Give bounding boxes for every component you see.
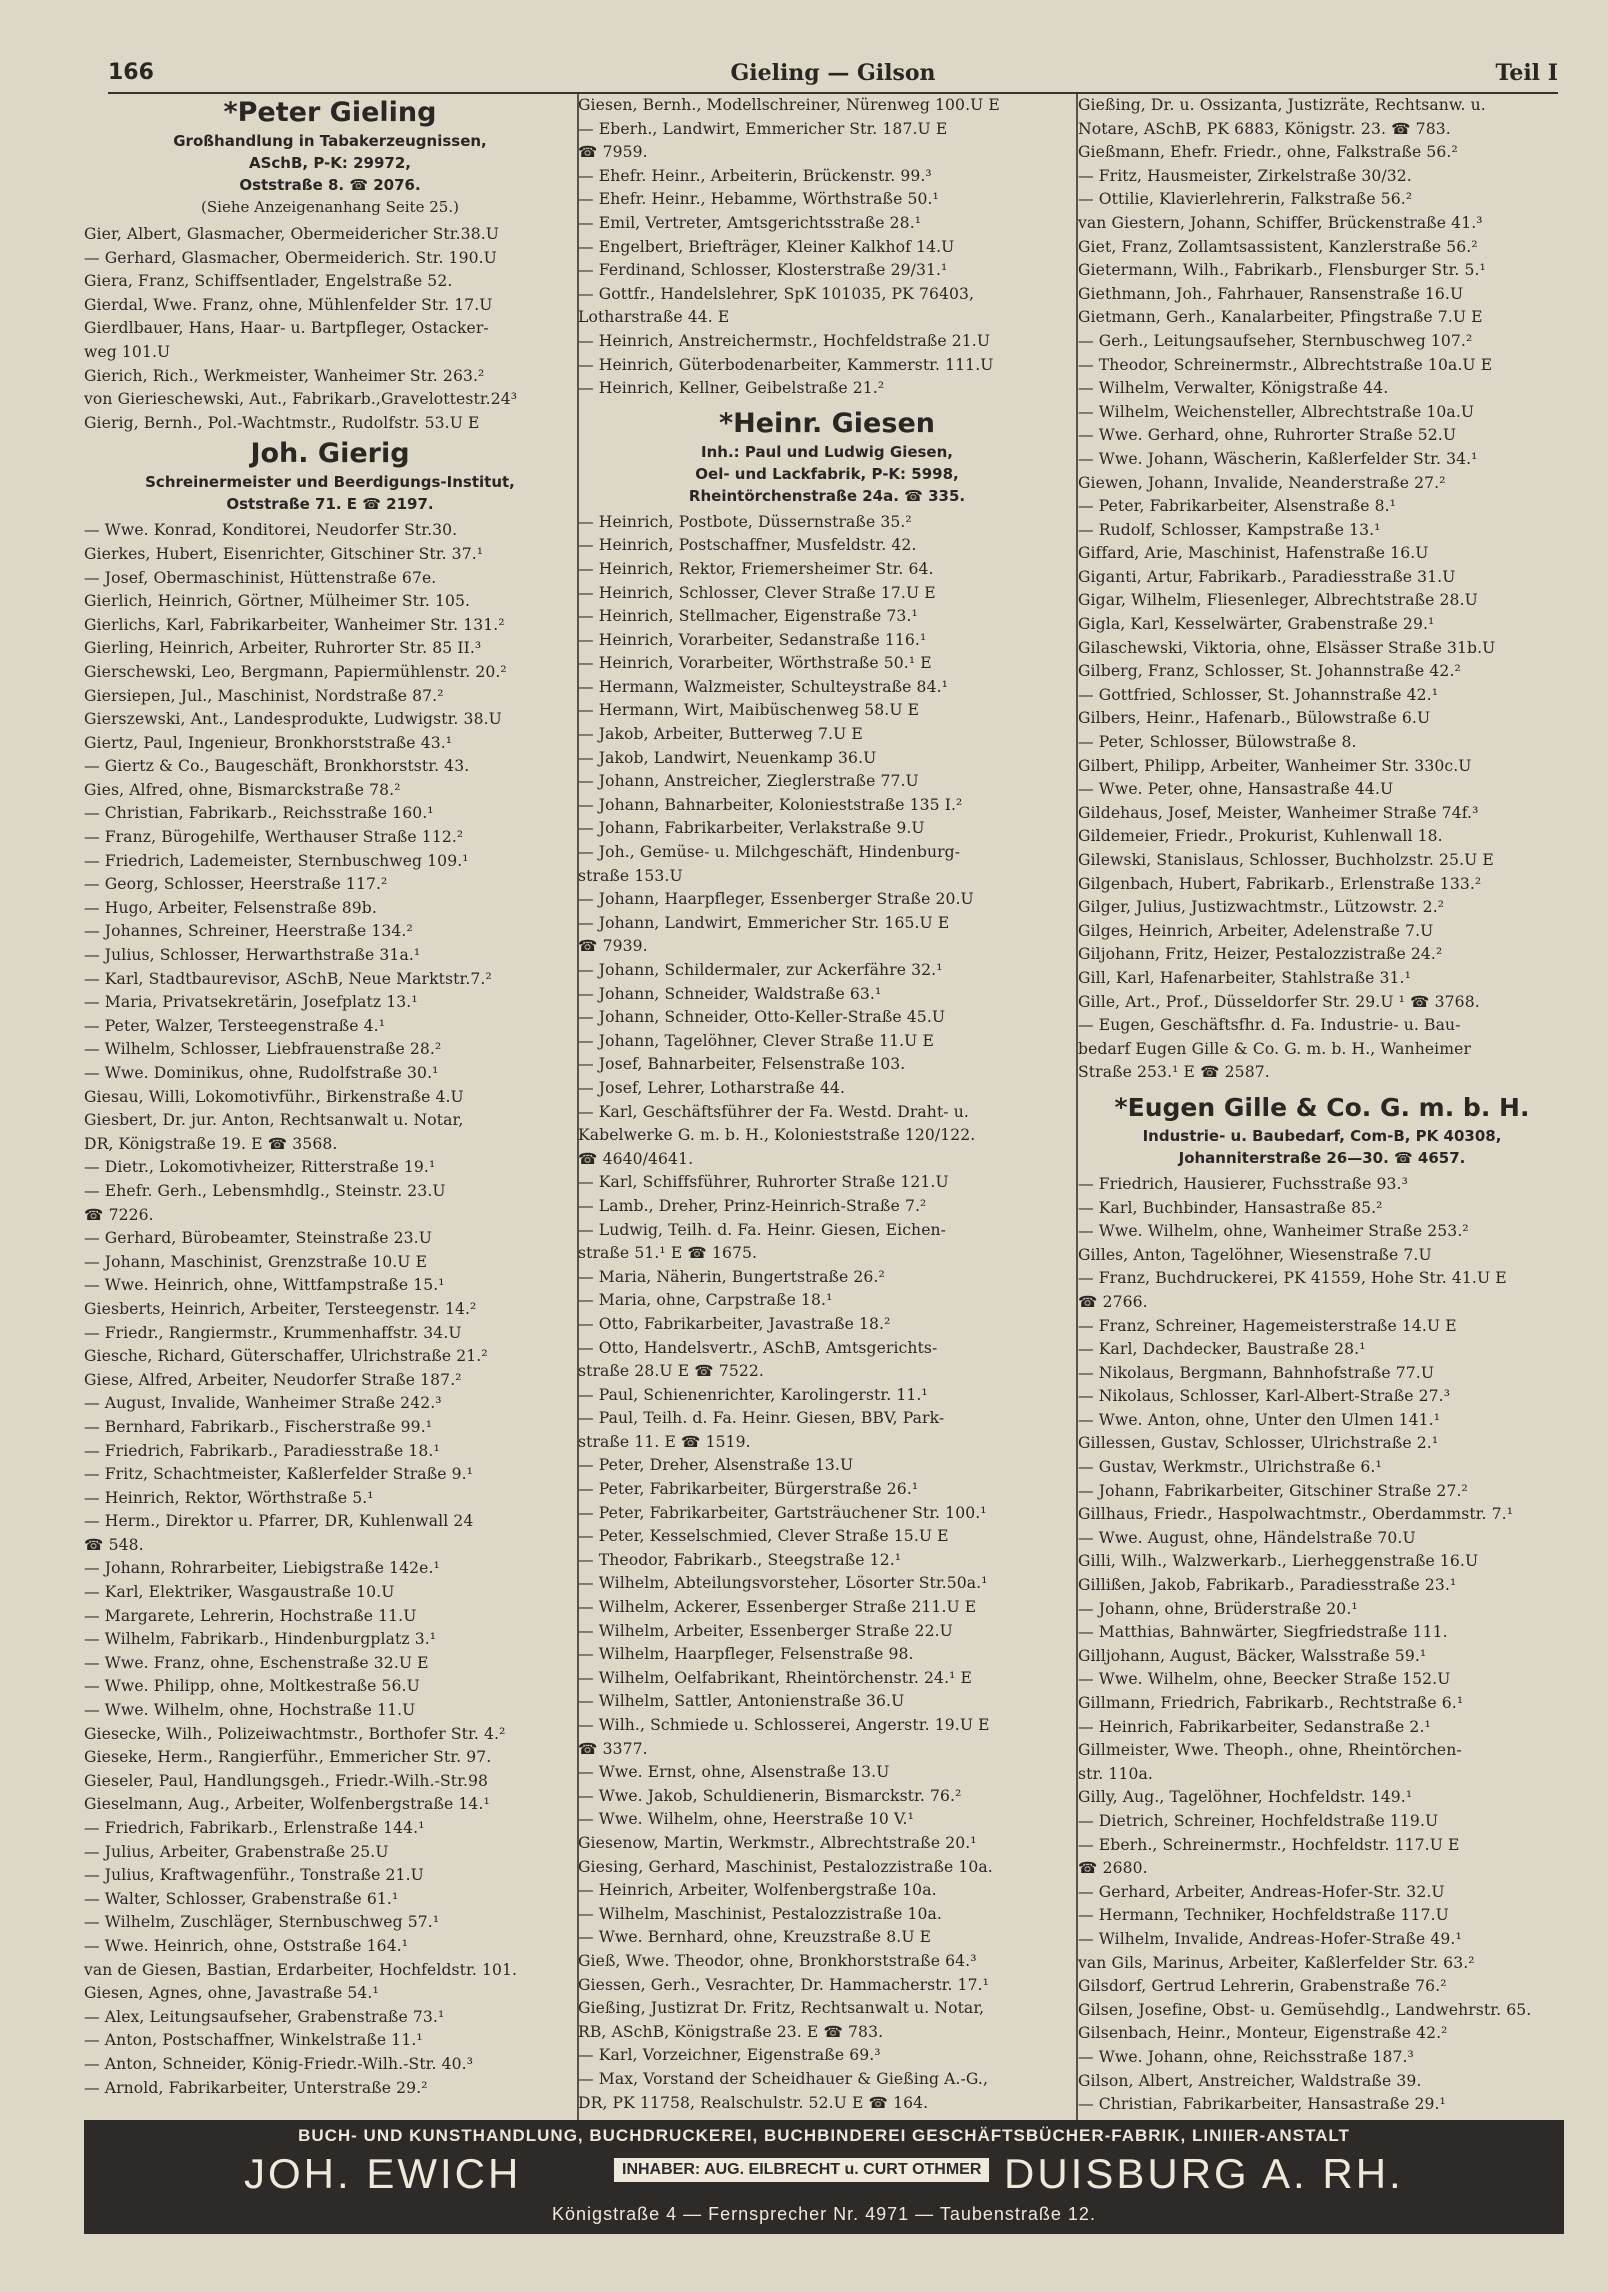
directory-entry: Gietermann, Wilh., Fabrikarb., Flensburger Str. 5.¹: [1078, 261, 1486, 280]
directory-entry: — Fritz, Schachtmeister, Kaßlerfelder Straße 9.¹: [84, 1465, 474, 1484]
directory-entry: Giffard, Arie, Maschinist, Hafenstraße 16.U: [1078, 544, 1429, 563]
directory-entry: — Julius, Schlosser, Herwarthstraße 31a.¹: [84, 946, 421, 965]
directory-entry: — Hugo, Arbeiter, Felsenstraße 89b.: [84, 898, 377, 917]
directory-entry: Giesau, Willi, Lokomotivführ., Birkenstraße 4.U: [84, 1087, 464, 1106]
advertisement-eugen-gille: [1078, 1085, 1566, 1173]
directory-entry: ☎ 2766.: [1078, 1292, 1148, 1311]
directory-entry: Gillißen, Jakob, Fabrikarb., Paradiesstraße 23.¹: [1078, 1576, 1457, 1595]
page-header: [108, 58, 1558, 94]
directory-entry: Gilljohann, August, Bäcker, Walsstraße 59.¹: [1078, 1646, 1427, 1665]
directory-entry: — Gerhard, Arbeiter, Andreas-Hofer-Str. 32.U: [1078, 1882, 1445, 1901]
directory-entry: — Wilhelm, Oelfabrikant, Rheintörchenstr. 24.¹ E: [578, 1668, 973, 1687]
directory-entry: Gilly, Aug., Tagelöhner, Hochfeldstr. 149.¹: [1078, 1788, 1413, 1807]
directory-entry: — Peter, Walzer, Tersteegenstraße 4.¹: [84, 1016, 386, 1035]
directory-entry: — Johann, ohne, Brüderstraße 20.¹: [1078, 1599, 1358, 1618]
directory-entry: Giet, Franz, Zollamtsassistent, Kanzlerstraße 56.²: [1078, 237, 1478, 256]
directory-entry: ☎ 7939.: [578, 937, 648, 956]
directory-entry: straße 11. E ☎ 1519.: [578, 1432, 751, 1451]
directory-entry: — Friedr., Rangiermstr., Krummenhaffstr. 34.U: [84, 1323, 462, 1342]
directory-entry: — Ludwig, Teilh. d. Fa. Heinr. Giesen, Eichen-: [578, 1220, 947, 1239]
directory-entry: — Johann, Rohrarbeiter, Liebigstraße 142e.¹: [84, 1559, 440, 1578]
directory-entry: Giewen, Johann, Invalide, Neanderstraße 27.²: [1078, 473, 1446, 492]
directory-entry: Gilbers, Heinr., Hafenarb., Bülowstraße 6.U: [1078, 709, 1431, 728]
directory-entry: Gildemeier, Friedr., Prokurist, Kuhlenwall 18.: [1078, 827, 1443, 846]
column-3: [1078, 94, 1566, 2117]
directory-entry: — Giertz & Co., Baugeschäft, Bronkhorststr. 43.: [84, 757, 470, 776]
directory-entry: ☎ 7959.: [578, 143, 648, 162]
directory-entry: von Gierieschewski, Aut., Fabrikarb.,Gravelottestr.24³: [84, 390, 518, 409]
directory-entry: — Hermann, Techniker, Hochfeldstraße 117.U: [1078, 1906, 1449, 1925]
directory-entry: Gilaschewski, Viktoria, ohne, Elsässer Straße 31b.U: [1078, 638, 1496, 657]
directory-entry: — Peter, Kesselschmied, Clever Straße 15.U E: [578, 1527, 949, 1546]
directory-entry: — Heinrich, Fabrikarbeiter, Sedanstraße 2.¹: [1078, 1717, 1431, 1736]
directory-entry: — Wwe. Johann, ohne, Reichsstraße 187.³: [1078, 2047, 1414, 2066]
directory-entry: — Anton, Schneider, König-Friedr.-Wilh.-Str. 40.³: [84, 2054, 474, 2073]
directory-entry: — Herm., Direktor u. Pfarrer, DR, Kuhlenwall 24: [84, 1512, 474, 1531]
directory-entry: — Paul, Teilh. d. Fa. Heinr. Giesen, BBV, Park-: [578, 1409, 945, 1428]
directory-entry: — Wilh., Schmiede u. Schlosserei, Angerstr. 19.U E: [578, 1716, 990, 1734]
ad-line: Oel- und Lackfabrik, P-K: 5998,: [695, 464, 959, 483]
directory-entry: Giesenow, Martin, Werkmstr., Albrechtstraße 20.¹: [578, 1833, 977, 1852]
directory-entry: Giese, Alfred, Arbeiter, Neudorfer Straße 187.²: [84, 1370, 462, 1389]
directory-entry: Giesing, Gerhard, Maschinist, Pestalozzistraße 10a.: [578, 1857, 993, 1876]
directory-entry: Gigar, Wilhelm, Fliesenleger, Albrechtstraße 28.U: [1078, 591, 1478, 610]
directory-entry: — Wilhelm, Invalide, Andreas-Hofer-Straße 49.¹: [1078, 1929, 1462, 1948]
directory-entry: Gilson, Albert, Anstreicher, Waldstraße 39.: [1078, 2071, 1422, 2090]
directory-entry: — Wwe. Dominikus, ohne, Rudolfstraße 30.¹: [84, 1064, 439, 1082]
directory-entry: — Heinrich, Stellmacher, Eigenstraße 73.¹: [578, 607, 918, 626]
directory-entry: — Nikolaus, Bergmann, Bahnhofstraße 77.U: [1078, 1363, 1435, 1382]
banner-city: DUISBURG A. RH.: [1004, 2150, 1404, 2197]
directory-entry: — Ferdinand, Schlosser, Klosterstraße 29/31.¹: [578, 261, 948, 280]
directory-entry: Giesen, Agnes, ohne, Javastraße 54.¹: [84, 1984, 379, 2003]
directory-entry: — Gerhard, Bürobeamter, Steinstraße 23.U: [84, 1229, 432, 1248]
directory-entry: — Maria, ohne, Carpstraße 18.¹: [578, 1291, 833, 1310]
directory-entry: — Karl, Stadtbaurevisor, ASchB, Neue Marktstr.7.²: [84, 969, 492, 988]
ad-note: (Siehe Anzeigenanhang Seite 25.): [201, 198, 459, 216]
directory-entry: Gillmann, Friedrich, Fabrikarb., Rechtstraße 6.¹: [1078, 1694, 1464, 1712]
directory-entry: — Wilhelm, Weichensteller, Albrechtstraße 10a.U: [1078, 402, 1475, 421]
ad-name: Joh. Gierig: [250, 438, 410, 470]
column-2: [578, 94, 1076, 2115]
advertisement-joh-gierig: [84, 435, 576, 519]
directory-entry: — Wilhelm, Fabrikarb., Hindenburgplatz 3.¹: [84, 1630, 437, 1649]
directory-entry: Kabelwerke G. m. b. H., Kolonieststraße 120/122.: [578, 1126, 976, 1145]
column-1: [84, 94, 576, 2100]
directory-entry: — Heinrich, Kellner, Geibelstraße 21.²: [578, 379, 885, 398]
directory-entry: straße 28.U E ☎ 7522.: [578, 1362, 764, 1381]
directory-entry: Gilgenbach, Hubert, Fabrikarb., Erlenstraße 133.²: [1078, 874, 1482, 893]
directory-entry: — Heinrich, Vorarbeiter, Sedanstraße 116.¹: [578, 630, 927, 649]
directory-entry: — Ehefr. Gerh., Lebensmhdlg., Steinstr. 23.U: [84, 1181, 446, 1200]
directory-entry: — Dietrich, Schreiner, Hochfeldstraße 119.U: [1078, 1811, 1439, 1830]
directory-entry: — Johann, Schneider, Waldstraße 63.¹: [578, 984, 882, 1003]
directory-entry: straße 153.U: [578, 866, 683, 885]
directory-entry: — Wwe. Philipp, ohne, Moltkestraße 56.U: [84, 1677, 420, 1696]
directory-entry: — Franz, Bürogehilfe, Werthauser Straße 112.²: [84, 828, 464, 847]
directory-entry: Gilberg, Franz, Schlosser, St. Johannstraße 42.²: [1078, 662, 1461, 681]
directory-entry: — Wwe. Bernhard, ohne, Kreuzstraße 8.U E: [578, 1928, 932, 1947]
directory-entry: — Wwe. Heinrich, ohne, Wittfampstraße 15.¹: [84, 1276, 445, 1295]
directory-entry: — Otto, Fabrikarbeiter, Javastraße 18.²: [578, 1314, 891, 1333]
directory-entry: — Wilhelm, Maschinist, Pestalozzistraße 10a.: [578, 1904, 942, 1923]
ad-name: *Peter Gieling: [223, 97, 437, 128]
directory-entry: — Walter, Schlosser, Grabenstraße 61.¹: [84, 1889, 399, 1908]
directory-entry: — Karl, Buchbinder, Hansastraße 85.²: [1078, 1198, 1383, 1217]
directory-entry: — Nikolaus, Schlosser, Karl-Albert-Straße 27.³: [1078, 1387, 1451, 1406]
directory-entry: str. 110a.: [1078, 1764, 1153, 1783]
directory-entry: — Margarete, Lehrerin, Hochstraße 11.U: [84, 1606, 417, 1625]
directory-entry: — Karl, Geschäftsführer der Fa. Westd. Draht- u.: [578, 1102, 969, 1121]
ad-line: Johanniterstraße 26—30. ☎ 4657.: [1178, 1148, 1466, 1167]
directory-entry: DR, Königstraße 19. E ☎ 3568.: [84, 1134, 338, 1153]
banner-main-line: [84, 2150, 1564, 2200]
advertisement-heinr-giesen: [578, 401, 1076, 511]
directory-entry: — Karl, Schiffsführer, Ruhrorter Straße 121.U: [578, 1173, 949, 1192]
directory-entry: — Wwe. Gerhard, ohne, Ruhrorter Straße 52.U: [1078, 426, 1457, 445]
directory-entry: — Franz, Schreiner, Hagemeisterstraße 14.U E: [1078, 1316, 1457, 1335]
directory-entry: Lotharstraße 44. E: [578, 308, 730, 327]
directory-entry: Gillhaus, Friedr., Haspolwachtmstr., Oberdammstr. 7.¹: [1078, 1505, 1514, 1524]
directory-entry: — Friedrich, Fabrikarb., Erlenstraße 144.¹: [84, 1819, 425, 1837]
directory-entry: Gieseler, Paul, Handlungsgeh., Friedr.-Wilh.-Str.98: [84, 1771, 489, 1790]
ad-line: Inh.: Paul und Ludwig Giesen,: [701, 442, 953, 461]
directory-entry: — Fritz, Hausmeister, Zirkelstraße 30/32.: [1078, 166, 1412, 185]
page-part: Teil I: [1495, 60, 1558, 86]
directory-entry: — Johann, Fabrikarbeiter, Verlakstraße 9.U: [578, 819, 925, 838]
directory-entry: Gilger, Julius, Justizwachtmstr., Lützowstr. 2.²: [1078, 898, 1445, 917]
directory-entry: — Wilhelm, Schlosser, Liebfrauenstraße 28.²: [84, 1040, 442, 1059]
directory-entry: — Gottfried, Schlosser, St. Johannstraße 42.¹: [1078, 685, 1439, 704]
directory-entry: Gierling, Heinrich, Arbeiter, Ruhrorter Str. 85 II.³: [84, 639, 482, 658]
directory-entry: — Johann, Fabrikarbeiter, Gitschiner Straße 27.²: [1078, 1481, 1468, 1500]
directory-entry: — Peter, Dreher, Alsenstraße 13.U: [578, 1456, 854, 1475]
directory-entry: Gies, Alfred, ohne, Bismarckstraße 78.²: [84, 780, 401, 799]
directory-entry: — Heinrich, Schlosser, Clever Straße 17.U E: [578, 583, 936, 602]
directory-entry: — Wilhelm, Verwalter, Königstraße 44.: [1078, 379, 1389, 398]
directory-entry: RB, ASchB, Königstraße 23. E ☎ 783.: [578, 2022, 884, 2041]
directory-entry: Gille, Art., Prof., Düsseldorfer Str. 29.U ¹ ☎ 3768.: [1078, 992, 1480, 1011]
directory-entry: Gill, Karl, Hafenarbeiter, Stahlstraße 31.¹: [1078, 968, 1411, 987]
directory-entry: — Wilhelm, Ackerer, Essenberger Straße 211.U E: [578, 1598, 977, 1617]
directory-entry: Gierig, Bernh., Pol.-Wachtmstr., Rudolfstr. 53.U E: [84, 413, 480, 432]
directory-entry: — Karl, Elektriker, Wasgaustraße 10.U: [84, 1583, 395, 1602]
directory-entry: — Wwe. Wilhelm, ohne, Heerstraße 10 V.¹: [578, 1810, 914, 1829]
directory-entry: ☎ 2680.: [1078, 1859, 1148, 1878]
directory-entry: — Peter, Fabrikarbeiter, Alsenstraße 8.¹: [1078, 497, 1397, 516]
directory-entry: — Christian, Fabrikarbeiter, Hansastraße 29.¹: [1078, 2095, 1446, 2114]
directory-entry: van de Giesen, Bastian, Erdarbeiter, Hochfeldstr. 101.: [84, 1960, 518, 1979]
directory-entry: — Dietr., Lokomotivheizer, Ritterstraße 19.¹: [84, 1158, 436, 1177]
directory-entry: — Johann, Maschinist, Grenzstraße 10.U E: [84, 1252, 428, 1271]
directory-entry: — Josef, Obermaschinist, Hüttenstraße 67e.: [84, 568, 437, 587]
directory-entry: — Josef, Bahnarbeiter, Felsenstraße 103.: [578, 1055, 906, 1074]
directory-entry: — Ehefr. Heinr., Hebamme, Wörthstraße 50.¹: [578, 190, 939, 209]
directory-entry: Gierkes, Hubert, Eisenrichter, Gitschiner Str. 37.¹: [84, 544, 484, 563]
directory-entry: — Bernhard, Fabrikarb., Fischerstraße 99.¹: [84, 1417, 433, 1436]
directory-entry: — Alex, Leitungsaufseher, Grabenstraße 73.¹: [84, 2007, 445, 2026]
directory-entry: Gierdal, Wwe. Franz, ohne, Mühlenfelder Str. 17.U: [84, 295, 493, 314]
directory-entry: — Wwe. Johann, Wäscherin, Kaßlerfelder Str. 34.¹: [1078, 449, 1478, 468]
directory-entry: Giesen, Bernh., Modellschreiner, Nürenweg 100.U E: [578, 96, 1000, 114]
directory-entry: — Max, Vorstand der Scheidhauer & Gießing A.-G.,: [578, 2069, 989, 2088]
directory-entry: — Heinrich, Postbote, Düssernstraße 35.²: [578, 512, 912, 531]
directory-entry: Gigla, Karl, Kesselwärter, Grabenstraße 29.¹: [1078, 615, 1435, 634]
directory-entry: — Lamb., Dreher, Prinz-Heinrich-Straße 7.²: [578, 1196, 927, 1215]
directory-entry: — Heinrich, Vorarbeiter, Wörthstraße 50.¹ E: [578, 654, 932, 673]
directory-entry: Gierschewski, Leo, Bergmann, Papiermühlenstr. 20.²: [84, 662, 507, 681]
directory-entry: — Heinrich, Rektor, Friemersheimer Str. 64.: [578, 559, 934, 578]
directory-entry: — Wwe. Franz, ohne, Eschenstraße 32.U E: [84, 1653, 429, 1672]
directory-entry: Giessen, Gerh., Vesrachter, Dr. Hammacherstr. 17.¹: [578, 1975, 990, 1994]
entry-list: [1078, 1173, 1566, 2117]
directory-entry: — Eberh., Schreinermstr., Hochfeldstr. 117.U E: [1078, 1835, 1460, 1854]
directory-entry: — Gottfr., Handelslehrer, SpK 101035, PK 76403,: [578, 284, 975, 303]
directory-entry: Giertz, Paul, Ingenieur, Bronkhorststraße 43.¹: [84, 733, 453, 752]
directory-entry: Gilewski, Stanislaus, Schlosser, Buchholzstr. 25.U E: [1078, 851, 1494, 869]
directory-entry: — Matthias, Bahnwärter, Siegfriedstraße 111.: [1078, 1623, 1448, 1642]
directory-entry: Notare, ASchB, PK 6883, Königstr. 23. ☎ 783.: [1078, 119, 1451, 138]
directory-entry: — Eberh., Landwirt, Emmericher Str. 187.U E: [578, 119, 948, 138]
footer-advertisement-banner: [84, 2120, 1564, 2234]
directory-entry: — Joh., Gemüse- u. Milchgeschäft, Hindenburg-: [578, 843, 961, 862]
directory-entry: — Wwe. Wilhelm, ohne, Wanheimer Straße 253.²: [1078, 1222, 1469, 1241]
entry-list: [578, 511, 1076, 2115]
directory-entry: — Wilhelm, Haarpfleger, Felsenstraße 98.: [578, 1645, 914, 1664]
directory-entry: Gieseke, Herm., Rangierführ., Emmericher Str. 97.: [84, 1748, 492, 1767]
directory-entry: Gilli, Wilh., Walzwerkarb., Lierheggenstraße 16.U: [1078, 1552, 1479, 1571]
directory-entry: — Heinrich, Arbeiter, Wolfenbergstraße 10a.: [578, 1881, 937, 1900]
directory-entry: — Ehefr. Heinr., Arbeiterin, Brückenstr. 99.³: [578, 166, 932, 185]
directory-entry: — Wwe. August, ohne, Händelstraße 70.U: [1078, 1528, 1416, 1547]
directory-entry: Gierich, Rich., Werkmeister, Wanheimer Str. 263.²: [84, 366, 485, 385]
banner-company: JOH. EWICH: [244, 2150, 522, 2197]
directory-entry: Gießmann, Ehefr. Friedr., ohne, Falkstraße 56.²: [1078, 143, 1458, 162]
directory-entry: — Wwe. Wilhelm, ohne, Hochstraße 11.U: [84, 1701, 416, 1720]
entry-list: [578, 94, 1076, 401]
directory-entry: — Wwe. Konrad, Konditorei, Neudorfer Str.30.: [84, 521, 458, 540]
directory-entry: — Theodor, Schreinermstr., Albrechtstraße 10a.U E: [1078, 355, 1493, 374]
directory-entry: — Peter, Schlosser, Bülowstraße 8.: [1078, 733, 1357, 752]
directory-entry: Gieß, Wwe. Theodor, ohne, Bronkhorststraße 64.³: [578, 1951, 977, 1970]
directory-entry: — Heinrich, Güterbodenarbeiter, Kammerstr. 111.U: [578, 355, 994, 374]
directory-entry: Gießing, Justizrat Dr. Fritz, Rechtsanwalt u. Notar,: [578, 1999, 985, 2018]
directory-entry: — Wwe. Peter, ohne, Hansastraße 44.U: [1078, 780, 1394, 799]
directory-entry: ☎ 7226.: [84, 1205, 154, 1224]
entry-list: [84, 519, 576, 2100]
directory-entry: Giesecke, Wilh., Polizeiwachtmstr., Borthofer Str. 4.²: [84, 1724, 506, 1743]
ad-name: *Eugen Gille & Co. G. m. b. H.: [1114, 1092, 1530, 1122]
directory-entry: — Maria, Privatsekretärin, Josefplatz 13.¹: [84, 993, 418, 1012]
directory-entry: — Wilhelm, Abteilungsvorsteher, Lösorter Str.50a.¹: [578, 1574, 988, 1593]
directory-entry: straße 51.¹ E ☎ 1675.: [578, 1244, 758, 1263]
directory-entry: Giethmann, Joh., Fahrhauer, Ransenstraße 16.U: [1078, 284, 1464, 303]
directory-entry: — Wwe. Anton, ohne, Unter den Ulmen 141.¹: [1078, 1410, 1441, 1429]
directory-entry: — Wwe. Heinrich, ohne, Oststraße 164.¹: [84, 1936, 409, 1955]
directory-entry: — Eugen, Geschäftsfhr. d. Fa. Industrie- u. Bau-: [1078, 1016, 1461, 1035]
directory-entry: — Jakob, Arbeiter, Butterweg 7.U E: [578, 725, 863, 744]
directory-entry: — Wwe. Jakob, Schuldienerin, Bismarckstr. 76.²: [578, 1786, 962, 1805]
directory-entry: Giesche, Richard, Güterschaffer, Ulrichstraße 21.²: [84, 1347, 488, 1366]
directory-entry: — Heinrich, Postschaffner, Musfeldstr. 42.: [578, 536, 917, 555]
directory-entry: Gillmeister, Wwe. Theoph., ohne, Rheintörchen-: [1078, 1741, 1462, 1760]
directory-entry: Giera, Franz, Schiffsentlader, Engelstraße 52.: [84, 272, 453, 291]
page-title: Gieling — Gilson: [730, 60, 936, 86]
directory-entry: Gießing, Dr. u. Ossizanta, Justizräte, Rechtsanw. u.: [1078, 96, 1486, 114]
directory-entry: Gietmann, Gerh., Kanalarbeiter, Pfingstraße 7.U E: [1078, 308, 1483, 327]
directory-entry: Gierszewski, Ant., Landesprodukte, Ludwigstr. 38.U: [84, 710, 502, 729]
directory-entry: Gierlich, Heinrich, Görtner, Mülheimer Str. 105.: [84, 592, 471, 611]
directory-entry: — Johann, Tagelöhner, Clever Straße 11.U E: [578, 1031, 934, 1050]
ad-line: Schreinermeister und Beerdigungs-Institut,: [145, 473, 515, 492]
directory-entry: ☎ 3377.: [578, 1739, 648, 1758]
directory-entry: Gilsen, Josefine, Obst- u. Gemüsehdlg., Landwehrstr. 65.: [1078, 2000, 1532, 2019]
directory-entry: — Maria, Näherin, Bungertstraße 26.²: [578, 1267, 885, 1286]
directory-entry: ☎ 548.: [84, 1535, 144, 1554]
directory-entry: — Christian, Fabrikarb., Reichsstraße 160.¹: [84, 804, 434, 823]
directory-entry: — Hermann, Walzmeister, Schulteystraße 84.¹: [578, 677, 949, 696]
directory-entry: Gierdlbauer, Hans, Haar- u. Bartpfleger, Ostacker-: [84, 319, 489, 338]
directory-entry: — Hermann, Wirt, Maibüschenweg 58.U E: [578, 701, 920, 720]
directory-entry: DR, PK 11758, Realschulstr. 52.U E ☎ 164.: [578, 2093, 929, 2112]
directory-entry: — Arnold, Fabrikarbeiter, Unterstraße 29.²: [84, 2078, 428, 2097]
directory-entry: — Wwe. Wilhelm, ohne, Beecker Straße 152.U: [1078, 1670, 1451, 1689]
directory-entry: Gilles, Anton, Tagelöhner, Wiesenstraße 7.U: [1078, 1245, 1432, 1264]
directory-entry: — Engelbert, Briefträger, Kleiner Kalkhof 14.U: [578, 237, 955, 256]
directory-entry: — Wilhelm, Arbeiter, Essenberger Straße 22.U: [578, 1621, 953, 1640]
directory-entry: — Gerh., Leitungsaufseher, Sternbuschweg 107.²: [1078, 331, 1473, 350]
directory-entry: — Friedrich, Hausierer, Fuchsstraße 93.³: [1078, 1174, 1408, 1193]
directory-entry: — Emil, Vertreter, Amtsgerichtsstraße 28.¹: [578, 213, 922, 232]
directory-entry: ☎ 4640/4641.: [578, 1149, 694, 1168]
directory-entry: weg 101.U: [84, 342, 171, 361]
directory-entry: — Julius, Kraftwagenführ., Tonstraße 21.U: [84, 1866, 424, 1885]
directory-entry: — Peter, Fabrikarbeiter, Gartsträuchener Str. 100.¹: [578, 1503, 987, 1522]
directory-entry: Gilges, Heinrich, Arbeiter, Adelenstraße 7.U: [1078, 921, 1434, 940]
directory-entry: — Rudolf, Schlosser, Kampstraße 13.¹: [1078, 520, 1381, 539]
directory-entry: — Otto, Handelsvertr., ASchB, Amtsgerichts-: [578, 1338, 938, 1357]
directory-entry: — Franz, Buchdruckerei, PK 41559, Hohe Str. 41.U E: [1078, 1269, 1507, 1288]
directory-entry: Giganti, Artur, Fabrikarb., Paradiesstraße 31.U: [1078, 567, 1456, 586]
ad-line: Oststraße 71. E ☎ 2197.: [226, 495, 434, 514]
directory-entry: Straße 253.¹ E ☎ 2587.: [1078, 1063, 1270, 1082]
banner-owners: INHABER: AUG. EILBRECHT u. CURT OTHMER: [614, 2158, 989, 2182]
directory-entry: Giesbert, Dr. jur. Anton, Rechtsanwalt u. Notar,: [84, 1111, 464, 1130]
directory-entry: — Johann, Schneider, Otto-Keller-Straße 45.U: [578, 1008, 946, 1027]
banner-address-line: Königstraße 4 — Fernsprecher Nr. 4971 — Taubenstraße 12.: [552, 2204, 1096, 2224]
directory-entry: van Giestern, Johann, Schiffer, Brückenstraße 41.³: [1078, 213, 1483, 232]
ad-line: Industrie- u. Baubedarf, Com-B, PK 40308,: [1142, 1126, 1502, 1145]
directory-entry: bedarf Eugen Gille & Co. G. m. b. H., Wanheimer: [1078, 1039, 1472, 1058]
ad-name: *Heinr. Giesen: [719, 407, 935, 439]
directory-entry: — Paul, Schienenrichter, Karolingerstr. 11.¹: [578, 1385, 928, 1404]
directory-entry: Gieselmann, Aug., Arbeiter, Wolfenbergstraße 14.¹: [84, 1795, 490, 1814]
directory-entry: — Jakob, Landwirt, Neuenkamp 36.U: [578, 748, 877, 767]
directory-entry: — Heinrich, Anstreichermstr., Hochfeldstraße 21.U: [578, 331, 991, 350]
advertisement-peter-gieling: [84, 94, 576, 223]
directory-entry: — Heinrich, Rektor, Wörthstraße 5.¹: [84, 1488, 374, 1507]
directory-entry: — Karl, Vorzeichner, Eigenstraße 69.³: [578, 2046, 881, 2065]
directory-entry: — Gustav, Werkmstr., Ulrichstraße 6.¹: [1078, 1458, 1382, 1477]
ad-line: Oststraße 8. ☎ 2076.: [239, 176, 421, 194]
directory-entry: — Ottilie, Klavierlehrerin, Falkstraße 56.²: [1078, 190, 1413, 209]
directory-entry: — Julius, Arbeiter, Grabenstraße 25.U: [84, 1842, 389, 1861]
directory-entry: Giesberts, Heinrich, Arbeiter, Tersteegenstr. 14.²: [84, 1299, 477, 1318]
directory-entry: Gilbert, Philipp, Arbeiter, Wanheimer Str. 330c.U: [1078, 756, 1472, 775]
directory-entry: Gierlichs, Karl, Fabrikarbeiter, Wanheimer Str. 131.²: [84, 615, 505, 634]
directory-entry: — Johann, Landwirt, Emmericher Str. 165.U E: [578, 913, 950, 932]
directory-entry: — Friedrich, Lademeister, Sternbuschweg 109.¹: [84, 851, 469, 870]
directory-entry: Gillessen, Gustav, Schlosser, Ulrichstraße 2.¹: [1078, 1434, 1439, 1453]
directory-entry: — Georg, Schlosser, Heerstraße 117.²: [84, 875, 388, 894]
directory-entry: — Johann, Schildermaler, zur Ackerfähre 32.¹: [578, 961, 943, 979]
directory-entry: — Wilhelm, Sattler, Antonienstraße 36.U: [578, 1692, 905, 1711]
directory-entry: — Wwe. Ernst, ohne, Alsenstraße 13.U: [578, 1763, 890, 1782]
ad-line: ASchB, P-K: 29972,: [248, 154, 412, 172]
directory-entry: Giljohann, Fritz, Heizer, Pestalozzistraße 24.²: [1078, 945, 1443, 964]
directory-entry: Gilsdorf, Gertrud Lehrerin, Grabenstraße 76.²: [1078, 1977, 1447, 1996]
directory-entry: Giersiepen, Jul., Maschinist, Nordstraße 87.²: [84, 686, 444, 705]
ad-line: Rheintörchenstraße 24a. ☎ 335.: [688, 486, 966, 505]
directory-entry: Gilsenbach, Heinr., Monteur, Eigenstraße 42.²: [1078, 2024, 1448, 2043]
directory-entry: — Gerhard, Glasmacher, Obermeiderich. Str. 190.U: [84, 248, 497, 267]
directory-entry: Gier, Albert, Glasmacher, Obermeidericher Str.38.U: [84, 225, 500, 243]
directory-entry: — Johann, Anstreicher, Zieglerstraße 77.U: [578, 772, 919, 791]
directory-entry: — Josef, Lehrer, Lotharstraße 44.: [578, 1078, 846, 1097]
directory-entry: — August, Invalide, Wanheimer Straße 242.³: [84, 1394, 442, 1413]
directory-entry: — Johann, Bahnarbeiter, Kolonieststraße 135 I.²: [578, 795, 963, 814]
entry-list: [84, 223, 576, 435]
entry-list: [1078, 94, 1566, 1085]
banner-top-line: BUCH- UND KUNSTHANDLUNG, BUCHDRUCKEREI, BUCHBINDEREI GESCHÄFTSBÜCHER-FABRIK, LINIIER-ANSTALT: [298, 2126, 1350, 2145]
directory-entry: — Johann, Haarpfleger, Essenberger Straße 20.U: [578, 890, 974, 909]
directory-entry: — Peter, Fabrikarbeiter, Bürgerstraße 26.¹: [578, 1480, 919, 1499]
directory-entry: — Karl, Dachdecker, Baustraße 28.¹: [1078, 1340, 1366, 1359]
directory-entry: — Anton, Postschaffner, Winkelstraße 11.¹: [84, 2031, 423, 2050]
directory-entry: — Friedrich, Fabrikarb., Paradiesstraße 18.¹: [84, 1441, 440, 1460]
directory-entry: van Gils, Marinus, Arbeiter, Kaßlerfelder Str. 63.²: [1078, 1953, 1475, 1972]
directory-entry: Gildehaus, Josef, Meister, Wanheimer Straße 74f.³: [1078, 803, 1479, 822]
directory-entry: — Theodor, Fabrikarb., Steegstraße 12.¹: [578, 1550, 902, 1569]
ad-line: Großhandlung in Tabakerzeugnissen,: [173, 132, 487, 150]
directory-entry: — Wilhelm, Zuschläger, Sternbuschweg 57.¹: [84, 1913, 440, 1932]
page-number: 166: [108, 60, 154, 85]
directory-entry: — Johannes, Schreiner, Heerstraße 134.²: [84, 922, 413, 941]
